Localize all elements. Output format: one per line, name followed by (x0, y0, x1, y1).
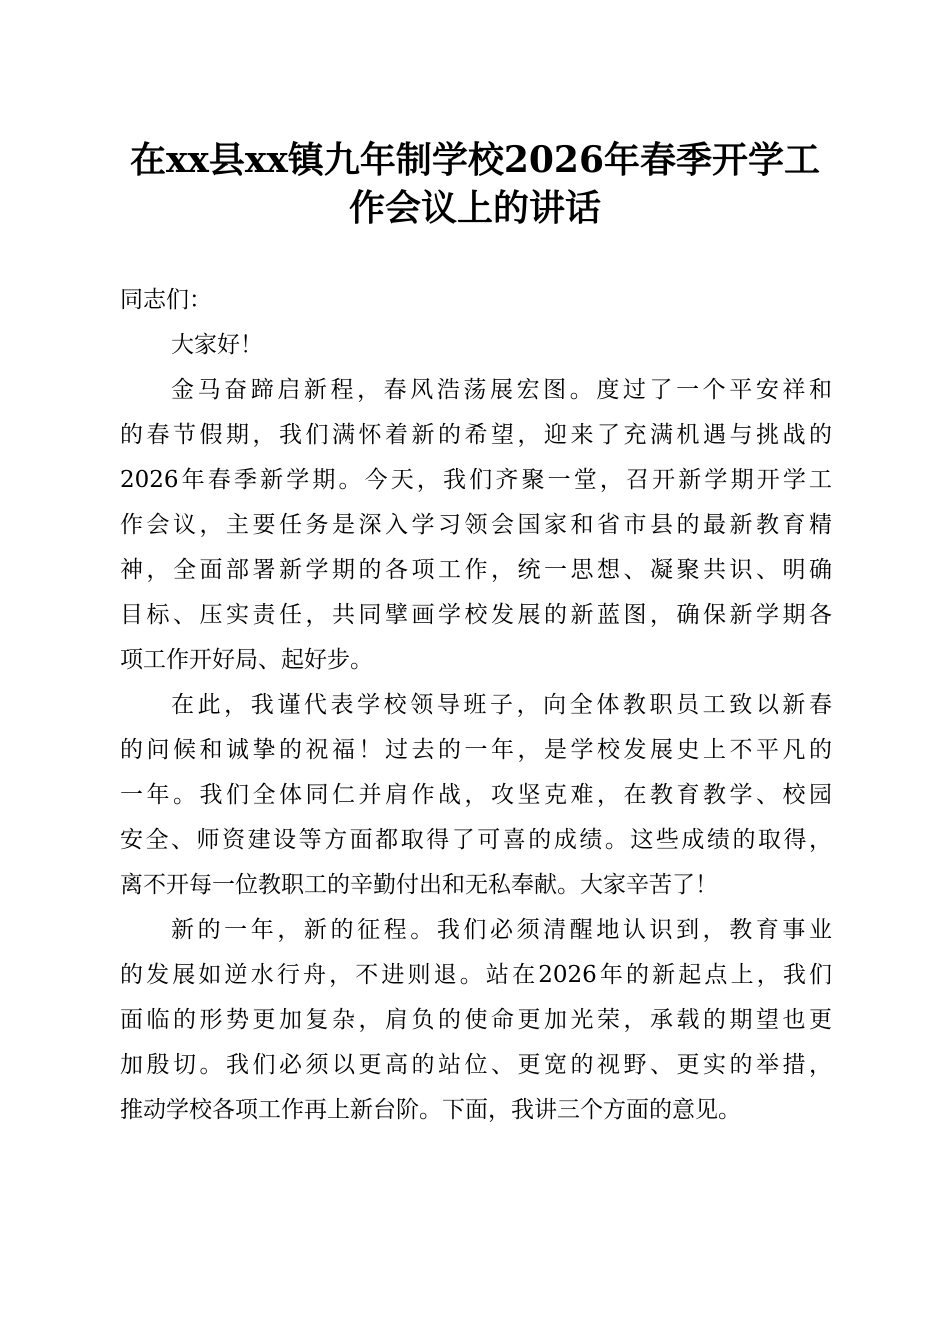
paragraph-line: 安全、师资建设等方面都取得了可喜的成绩。这些成绩的取得， (120, 827, 832, 853)
paragraph-line: 作会议，主要任务是深入学习领会国家和省市县的最新教育精 (120, 512, 832, 538)
paragraph-line: 新的一年，新的征程。我们必须清醒地认识到，教育事业 (171, 917, 832, 943)
paragraph-line: 面临的形势更加复杂，肩负的使命更加光荣，承载的期望也更 (120, 1007, 832, 1033)
paragraph-line: 项工作开好局、起好步。 (120, 647, 373, 673)
paragraph-greetings-review (120, 683, 832, 908)
paragraph-line: 的发展如逆水行舟，不进则退。站在2026年的新起点上，我们 (120, 962, 832, 988)
paragraph-line: 一年。我们全体同仁并肩作战，攻坚克难，在教育教学、校园 (120, 782, 832, 808)
title-line: 作会议上的讲话 (348, 187, 601, 229)
paragraph-line: 的问候和诚挚的祝福！过去的一年，是学校发展史上不平凡的 (120, 737, 832, 763)
paragraph-line: 在此，我谨代表学校领导班子，向全体教职员工致以新春 (171, 692, 832, 718)
paragraph-line: 神，全面部署新学期的各项工作，统一思想、凝聚共识、明确 (120, 557, 832, 583)
paragraph-line: 的春节假期，我们满怀着新的希望，迎来了充满机遇与挑战的 (120, 422, 832, 448)
paragraph-line: 推动学校各项工作再上新台阶。下面，我讲三个方面的意见。 (120, 1097, 741, 1123)
paragraph-line: 目标、压实责任，共同擘画学校发展的新蓝图，确保新学期各 (120, 602, 832, 628)
salutation: 同志们： (120, 287, 212, 313)
paragraph-line: 离不开每一位教职工的辛勤付出和无私奉献。大家辛苦了！ (120, 872, 718, 898)
paragraph-opening (120, 368, 832, 683)
paragraph-line: 2026年春季新学期。今天，我们齐聚一堂，召开新学期开学工 (120, 467, 832, 493)
paragraph-greeting (120, 323, 832, 368)
title-line: 在xx县xx镇九年制学校2026年春季开学工 (129, 139, 821, 181)
document-title (118, 136, 832, 232)
paragraph-line: 金马奋蹄启新程，春风浩荡展宏图。度过了一个平安祥和 (171, 377, 832, 403)
paragraph-line: 加殷切。我们必须以更高的站位、更宽的视野、更实的举措， (120, 1052, 832, 1078)
paragraph-new-journey (120, 908, 832, 1133)
document-body (120, 278, 832, 1133)
paragraph-line: 大家好！ (171, 332, 263, 358)
